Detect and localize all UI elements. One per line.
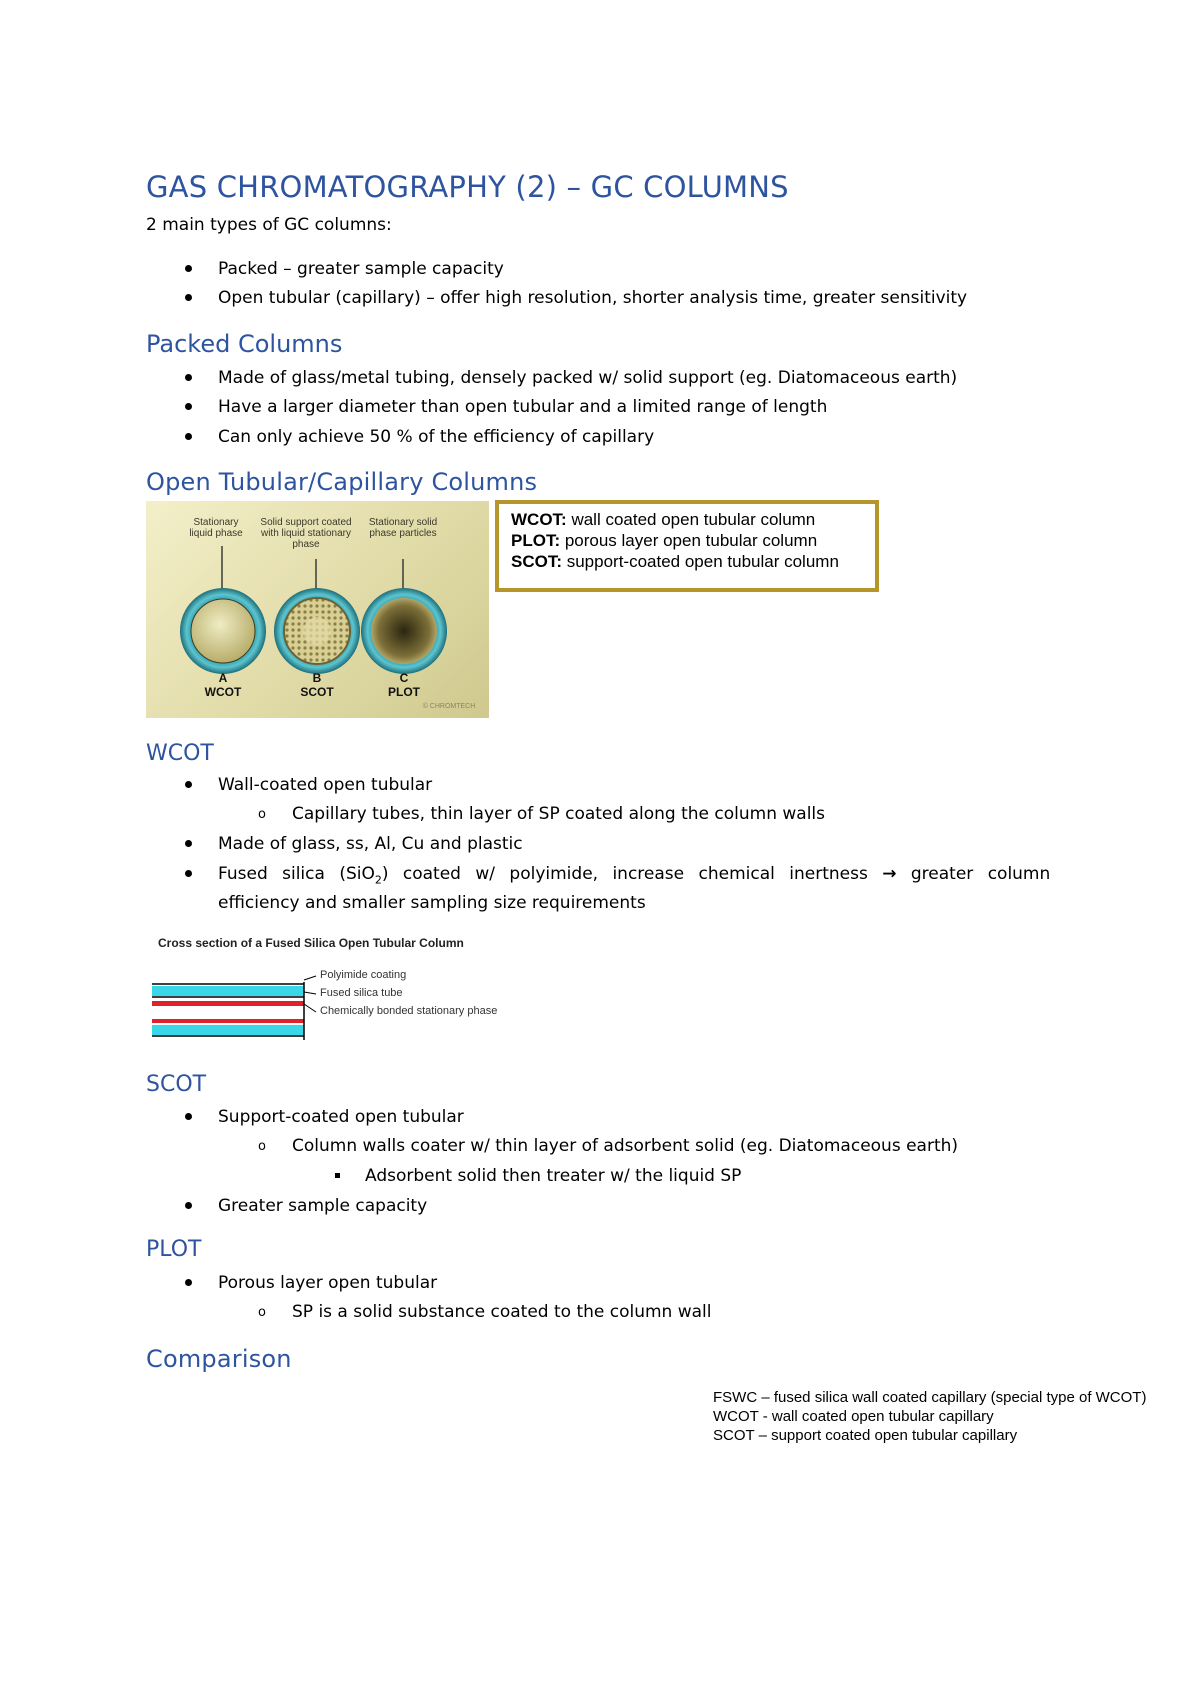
bullet-dot bbox=[185, 403, 192, 410]
cyan-band bbox=[152, 986, 304, 996]
cross-section-label: Fused silica tube bbox=[320, 987, 403, 999]
section-heading-scot: SCOT bbox=[146, 1072, 207, 1097]
cross-section-title: Cross section of a Fused Silica Open Tubular Column bbox=[158, 936, 464, 950]
arrow-icon: → bbox=[882, 864, 897, 884]
list-item: Adsorbent solid then treater w/ the liquid SP bbox=[365, 1166, 742, 1186]
bullet-dot bbox=[185, 1279, 192, 1286]
sub-sub-bullet-marker bbox=[335, 1173, 340, 1178]
cyan-band bbox=[152, 1025, 304, 1035]
list-item-continuation: efficiency and smaller sampling size requirements bbox=[218, 893, 646, 913]
figure-name: PLOT bbox=[388, 685, 420, 699]
list-item: Porous layer open tubular bbox=[218, 1273, 438, 1293]
cross-section-label: Chemically bonded stationary phase bbox=[320, 1005, 498, 1017]
list-item: Made of glass, ss, Al, Cu and plastic bbox=[218, 834, 523, 854]
leader-line bbox=[304, 976, 316, 980]
text-run: greater column bbox=[910, 864, 1051, 884]
intro-text: 2 main types of GC columns: bbox=[146, 215, 392, 235]
plot-inner bbox=[371, 598, 437, 664]
text-run: ) coated w/ polyimide, increase chemical inertness bbox=[381, 864, 868, 884]
list-item: Capillary tubes, thin layer of SP coated along the column walls bbox=[292, 804, 826, 824]
section-heading-plot: PLOT bbox=[146, 1237, 202, 1262]
sub-bullet-marker: o bbox=[258, 1139, 266, 1154]
bullet-dot bbox=[185, 294, 192, 301]
figure-label: Stationary solid phase particles bbox=[368, 517, 438, 539]
list-item bbox=[218, 863, 1064, 891]
red-band bbox=[152, 1001, 304, 1006]
list-item: Packed – greater sample capacity bbox=[218, 259, 504, 279]
list-item: Greater sample capacity bbox=[218, 1196, 428, 1216]
sub-bullet-marker: o bbox=[258, 807, 266, 822]
figure-label: Solid support coated with liquid stationary phase bbox=[260, 517, 352, 550]
list-item: Support-coated open tubular bbox=[218, 1107, 464, 1127]
figure-name: SCOT bbox=[300, 685, 334, 699]
bullet-dot bbox=[185, 265, 192, 272]
figure-letter: B bbox=[312, 671, 322, 685]
figure-label: Stationary liquid phase bbox=[189, 517, 243, 539]
bullet-dot bbox=[185, 870, 192, 877]
list-item: Open tubular (capillary) – offer high resolution, shorter analysis time, greater sensitivity bbox=[218, 288, 968, 308]
red-band bbox=[152, 1019, 304, 1023]
list-item: SP is a solid substance coated to the column wall bbox=[292, 1302, 712, 1322]
box-term: SCOT: bbox=[511, 552, 562, 571]
box-def: support-coated open tubular column bbox=[562, 552, 839, 571]
scot-core bbox=[303, 617, 331, 645]
box-def: porous layer open tubular column bbox=[560, 531, 818, 550]
bullet-dot bbox=[185, 433, 192, 440]
list-item: Wall-coated open tubular bbox=[218, 775, 433, 795]
section-heading-open-tubular: Open Tubular/Capillary Columns bbox=[146, 468, 538, 496]
comparison-note: WCOT - wall coated open tubular capillary bbox=[713, 1408, 994, 1425]
list-item: Have a larger diameter than open tubular and a limited range of length bbox=[218, 397, 828, 417]
figure-credit: © CHROMTECH bbox=[422, 703, 476, 710]
text-run: Fused silica (SiO bbox=[218, 864, 375, 884]
page-title: GAS CHROMATOGRAPHY (2) – GC COLUMNS bbox=[146, 170, 789, 204]
list-item: Can only achieve 50 % of the efficiency of capillary bbox=[218, 427, 655, 447]
box-line-plot bbox=[511, 530, 817, 551]
cross-section-label: Polyimide coating bbox=[320, 969, 407, 981]
list-item: Made of glass/metal tubing, densely packed w/ solid support (eg. Diatomaceous earth) bbox=[218, 368, 958, 388]
box-line-wcot bbox=[511, 509, 815, 530]
leader-line bbox=[304, 992, 316, 994]
sub-bullet-marker: o bbox=[258, 1305, 266, 1320]
bullet-dot bbox=[185, 1113, 192, 1120]
section-heading-comparison: Comparison bbox=[146, 1345, 292, 1373]
comparison-note: FSWC – fused silica wall coated capillary (special type of WCOT) bbox=[713, 1389, 1147, 1406]
list-item: Column walls coater w/ thin layer of adsorbent solid (eg. Diatomaceous earth) bbox=[292, 1136, 959, 1156]
box-term: PLOT: bbox=[511, 531, 561, 550]
subscript: 2 bbox=[374, 873, 382, 887]
box-line-scot bbox=[511, 551, 839, 572]
wcot-inner bbox=[191, 599, 255, 663]
section-heading-wcot: WCOT bbox=[146, 741, 214, 766]
figure-letter: C bbox=[399, 671, 409, 685]
column-types-figure bbox=[146, 501, 489, 718]
box-def: wall coated open tubular column bbox=[566, 510, 816, 529]
leader-line bbox=[304, 1004, 316, 1012]
box-term: WCOT: bbox=[511, 510, 567, 529]
bullet-dot bbox=[185, 1202, 192, 1209]
figure-letter: A bbox=[218, 671, 228, 685]
section-heading-packed: Packed Columns bbox=[146, 330, 343, 358]
bullet-dot bbox=[185, 840, 192, 847]
bullet-dot bbox=[185, 374, 192, 381]
figure-name: WCOT bbox=[204, 685, 242, 699]
bullet-dot bbox=[185, 781, 192, 788]
comparison-note: SCOT – support coated open tubular capillary bbox=[713, 1427, 1018, 1444]
abbreviation-box bbox=[495, 500, 879, 592]
